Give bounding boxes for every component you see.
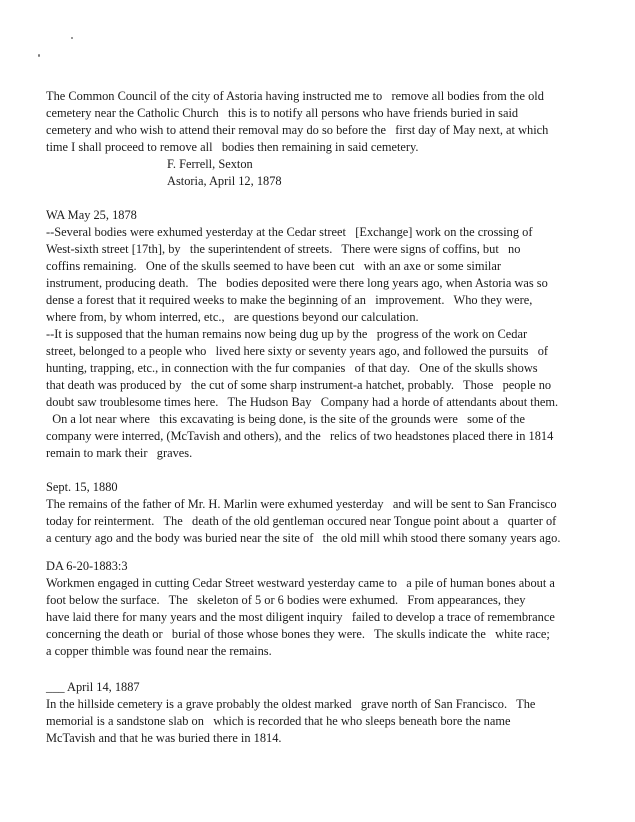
- article-line: McTavish and that he was buried there in 1814.: [46, 731, 282, 745]
- article-line: foot below the surface. The skeleton of 5 or 6 bodies were exhumed. From appearances, they: [46, 593, 526, 607]
- article-line: instrument, producing death. The bodies deposited were there long years ago, when Astoria was so: [46, 276, 548, 290]
- section-heading: Sept. 15, 1880: [46, 480, 118, 494]
- article-line: hunting, trapping, etc., in connection with the fur companies of that day. One of the skulls shows: [46, 361, 538, 375]
- wa-1878-second-paragraph: [46, 326, 602, 462]
- article-line: where from, by whom interred, etc., are questions beyond our calculation.: [46, 310, 419, 324]
- wa-1878-section: [46, 207, 602, 326]
- article-line: The remains of the father of Mr. H. Marlin were exhumed yesterday and will be sent to San Francisco: [46, 497, 557, 511]
- article-line: On a lot near where this excavating is being done, is the site of the grounds were some of the: [46, 412, 525, 426]
- section-heading: DA 6-20-1883:3: [46, 559, 128, 573]
- article-line: dense a forest that it required weeks to make the beginning of an improvement. Who they were,: [46, 293, 533, 307]
- article-line: a century ago and the body was buried near the site of the old mill whih stood there somany years ago.: [46, 531, 561, 545]
- article-line: have laid there for many years and the most diligent inquiry failed to develop a trace of remembrance: [46, 610, 555, 624]
- article-line: today for reinterment. The death of the old gentleman occured near Tongue point about a quarter of: [46, 514, 557, 528]
- article-line: In the hillside cemetery is a grave probably the oldest marked grave north of San Francisco. The: [46, 697, 536, 711]
- article-line: --Several bodies were exhumed yesterday at the Cedar street [Exchange] work on the crossing of: [46, 225, 533, 239]
- notice-signature-date: Astoria, April 12, 1878: [167, 174, 282, 188]
- article-line: that death was produced by the cut of some sharp instrument-a hatchet, probably. Those people no: [46, 378, 552, 392]
- article-line: a copper thimble was found near the remains.: [46, 644, 272, 658]
- notice-line: cemetery near the Catholic Church this is to notify all persons who have friends buried in said: [46, 106, 519, 120]
- article-line: remain to mark their graves.: [46, 446, 193, 460]
- article-line: doubt saw troublesome times here. The Hudson Bay Company had a horde of attendants about them.: [46, 395, 559, 409]
- section-heading: ___ April 14, 1887: [46, 680, 140, 694]
- section-heading: WA May 25, 1878: [46, 208, 137, 222]
- notice-line: time I shall proceed to remove all bodies then remaining in said cemetery.: [46, 140, 419, 154]
- scan-speck: [38, 54, 40, 57]
- article-line: Workmen engaged in cutting Cedar Street westward yesterday came to a pile of human bones about a: [46, 576, 555, 590]
- article-line: West-sixth street [17th], by the superintendent of streets. There were signs of coffins, but no: [46, 242, 521, 256]
- sept-1880-section: [46, 479, 602, 547]
- da-1883-section: [46, 558, 602, 660]
- article-line: concerning the death or burial of those whose bones they were. The skulls indicate the white race;: [46, 627, 550, 641]
- article-line: coffins remaining. One of the skulls seemed to have been cut with an axe or some similar: [46, 259, 502, 273]
- notice-line: cemetery and who wish to attend their removal may do so before the first day of May next, at which: [46, 123, 549, 137]
- notice-signature-name: F. Ferrell, Sexton: [167, 157, 253, 171]
- article-line: street, belonged to a people who lived here sixty or seventy years ago, and followed the pursuits of: [46, 344, 549, 358]
- article-line: memorial is a sandstone slab on which is recorded that he who sleeps beneath bore the name: [46, 714, 511, 728]
- scan-speck: [71, 37, 73, 39]
- april-1887-section: [46, 679, 602, 747]
- sexton-notice: [46, 88, 602, 190]
- article-line: company were interred, (McTavish and others), and the relics of two headstones placed there in 1814: [46, 429, 554, 443]
- article-line: --It is supposed that the human remains now being dug up by the progress of the work on Cedar: [46, 327, 528, 341]
- notice-line: The Common Council of the city of Astoria having instructed me to remove all bodies from the old: [46, 89, 544, 103]
